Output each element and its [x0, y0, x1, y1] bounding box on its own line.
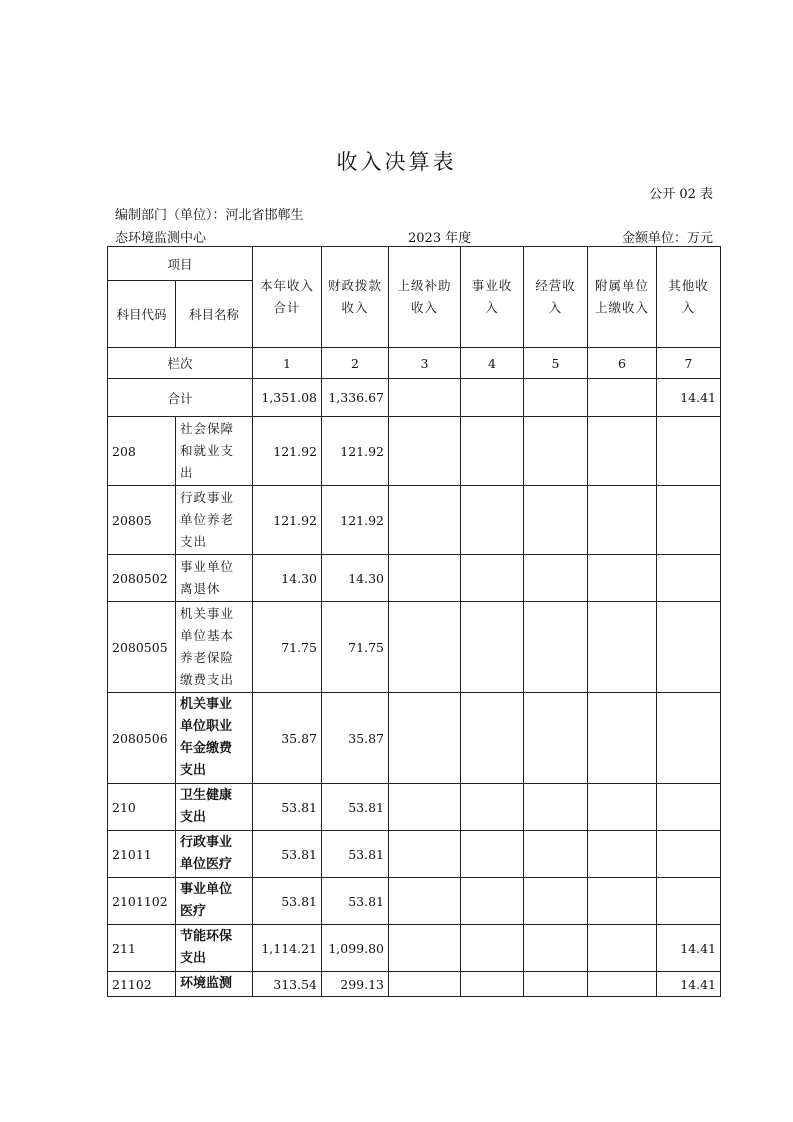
cell-c3	[389, 602, 461, 693]
cell-c1: 313.54	[253, 972, 322, 997]
subject-code: 208	[108, 417, 176, 486]
cell-c7	[657, 602, 721, 693]
cell-c2: 35.87	[322, 693, 389, 784]
subject-name	[176, 486, 253, 555]
total-c6	[588, 379, 657, 417]
cell-c1: 121.92	[253, 486, 322, 555]
table-row	[108, 972, 721, 997]
subject-name-line: 缴费支出	[180, 672, 235, 687]
subject-name-line: 机关事业	[180, 606, 235, 621]
fiscal-year: 2023 年度	[408, 231, 472, 246]
subject-name	[176, 784, 253, 831]
cell-c1: 71.75	[253, 602, 322, 693]
cell-c3	[389, 555, 461, 602]
table-row	[108, 417, 721, 486]
total-c4	[461, 379, 524, 417]
subject-code: 210	[108, 784, 176, 831]
subject-name-line: 行政事业	[180, 490, 235, 505]
lanci-num: 3	[389, 348, 461, 379]
cell-c6	[588, 878, 657, 925]
subject-name-line: 年金缴费	[180, 741, 233, 756]
lanci-num: 6	[588, 348, 657, 379]
total-c2: 1,336.67	[322, 379, 389, 417]
cell-c3	[389, 693, 461, 784]
cell-c2: 53.81	[322, 784, 389, 831]
table-row	[108, 784, 721, 831]
cell-c4	[461, 693, 524, 784]
subject-code: 2080505	[108, 602, 176, 693]
subject-name-line: 支出	[180, 534, 208, 549]
cell-c6	[588, 555, 657, 602]
cell-c2: 121.92	[322, 486, 389, 555]
subject-name-line: 机关事业	[180, 697, 233, 712]
subject-name-line: 单位医疗	[180, 857, 233, 872]
table-row	[108, 555, 721, 602]
header-row-1	[108, 247, 721, 281]
table-row	[108, 486, 721, 555]
cell-c4	[461, 555, 524, 602]
cell-c7	[657, 878, 721, 925]
total-row	[108, 379, 721, 417]
header-col-5: 经营收 入	[524, 247, 588, 348]
cell-c6	[588, 486, 657, 555]
cell-c7	[657, 417, 721, 486]
cell-c6	[588, 831, 657, 878]
cell-c2: 1,099.80	[322, 925, 389, 972]
total-label: 合计	[108, 379, 253, 417]
cell-c3	[389, 878, 461, 925]
subject-code: 2101102	[108, 878, 176, 925]
cell-c7: 14.41	[657, 972, 721, 997]
subject-name-line: 医疗	[180, 904, 207, 919]
lanci-num: 7	[657, 348, 721, 379]
cell-c3	[389, 831, 461, 878]
header-col-3: 上级补助 收入	[389, 247, 461, 348]
cell-c1: 1,114.21	[253, 925, 322, 972]
cell-c7	[657, 486, 721, 555]
page-title: 收入决算表	[336, 150, 457, 174]
subject-name-line: 离退休	[180, 581, 221, 596]
cell-c6	[588, 925, 657, 972]
cell-c6	[588, 693, 657, 784]
cell-c3	[389, 784, 461, 831]
table-row	[108, 878, 721, 925]
table-row	[108, 693, 721, 784]
cell-c2: 121.92	[322, 417, 389, 486]
cell-c5	[524, 555, 588, 602]
subject-code: 2080506	[108, 693, 176, 784]
subject-code: 211	[108, 925, 176, 972]
cell-c3	[389, 417, 461, 486]
subject-code: 21102	[108, 972, 176, 997]
cell-c3	[389, 972, 461, 997]
subject-name-line: 单位养老	[180, 512, 235, 527]
subject-name	[176, 417, 253, 486]
table-row	[108, 831, 721, 878]
cell-c6	[588, 602, 657, 693]
amount-unit: 金额单位：万元	[621, 231, 713, 246]
cell-c3	[389, 486, 461, 555]
cell-c4	[461, 878, 524, 925]
cell-c6	[588, 417, 657, 486]
subject-name-line: 出	[180, 465, 194, 480]
table-row	[108, 925, 721, 972]
subject-name	[176, 555, 253, 602]
cell-c5	[524, 602, 588, 693]
cell-c1: 53.81	[253, 878, 322, 925]
department-line-1: 编制部门（单位）：河北省邯郸生	[115, 208, 304, 223]
lanci-row	[108, 348, 721, 379]
cell-c4	[461, 486, 524, 555]
table-row	[108, 602, 721, 693]
total-c5	[524, 379, 588, 417]
subject-name	[176, 972, 253, 997]
lanci-num: 4	[461, 348, 524, 379]
cell-c7	[657, 693, 721, 784]
cell-c1: 53.81	[253, 831, 322, 878]
subject-name-line: 卫生健康	[180, 788, 233, 803]
header-col-1: 本年收入 合计	[253, 247, 322, 348]
cell-c2: 299.13	[322, 972, 389, 997]
subject-name-line: 养老保险	[180, 650, 235, 665]
cell-c1: 35.87	[253, 693, 322, 784]
subject-name-line: 节能环保	[180, 929, 233, 944]
subject-code: 2080502	[108, 555, 176, 602]
cell-c7	[657, 784, 721, 831]
cell-c5	[524, 972, 588, 997]
subject-name-line: 支出	[180, 810, 207, 825]
lanci-num: 1	[253, 348, 322, 379]
subject-name-line: 事业单位	[180, 882, 233, 897]
cell-c3	[389, 925, 461, 972]
cell-c2: 14.30	[322, 555, 389, 602]
cell-c2: 53.81	[322, 878, 389, 925]
income-table	[107, 246, 721, 997]
cell-c4	[461, 831, 524, 878]
header-col-4: 事业收 入	[461, 247, 524, 348]
total-c3	[389, 379, 461, 417]
subject-name	[176, 925, 253, 972]
cell-c5	[524, 925, 588, 972]
department-line-2: 态环境监测中心	[115, 231, 207, 246]
cell-c1: 121.92	[253, 417, 322, 486]
cell-c2: 53.81	[322, 831, 389, 878]
cell-c4	[461, 417, 524, 486]
cell-c1: 14.30	[253, 555, 322, 602]
cell-c5	[524, 878, 588, 925]
subject-name-line: 单位职业	[180, 719, 233, 734]
subject-code: 21011	[108, 831, 176, 878]
form-number: 公开 02 表	[649, 187, 713, 202]
cell-c4	[461, 925, 524, 972]
cell-c6	[588, 784, 657, 831]
cell-c1: 53.81	[253, 784, 322, 831]
cell-c5	[524, 831, 588, 878]
subject-name-line: 支出	[180, 951, 207, 966]
subject-name-line: 事业单位	[180, 559, 235, 574]
subject-name	[176, 878, 253, 925]
table-body	[108, 247, 721, 997]
header-item: 项目	[108, 247, 253, 281]
cell-c7: 14.41	[657, 925, 721, 972]
cell-c7	[657, 555, 721, 602]
cell-c5	[524, 693, 588, 784]
cell-c2: 71.75	[322, 602, 389, 693]
total-c7: 14.41	[657, 379, 721, 417]
total-c1: 1,351.08	[253, 379, 322, 417]
cell-c5	[524, 784, 588, 831]
subject-name-line: 行政事业	[180, 835, 233, 850]
lanci-num: 5	[524, 348, 588, 379]
subject-name	[176, 693, 253, 784]
subject-name-line: 环境监测	[180, 976, 233, 991]
cell-c4	[461, 972, 524, 997]
subject-code: 20805	[108, 486, 176, 555]
lanci-label: 栏次	[108, 348, 253, 379]
cell-c4	[461, 602, 524, 693]
subject-name-line: 支出	[180, 763, 207, 778]
cell-c4	[461, 784, 524, 831]
subject-name-line: 单位基本	[180, 628, 235, 643]
header-code: 科目代码	[108, 281, 176, 348]
subject-name	[176, 602, 253, 693]
lanci-num: 2	[322, 348, 389, 379]
header-col-6: 附属单位 上缴收入	[588, 247, 657, 348]
cell-c7	[657, 831, 721, 878]
header-col-2: 财政拨款 收入	[322, 247, 389, 348]
subject-name-line: 和就业支	[180, 443, 235, 458]
header-col-7: 其他收 入	[657, 247, 721, 348]
cell-c5	[524, 417, 588, 486]
subject-name-line: 社会保障	[180, 421, 235, 436]
cell-c6	[588, 972, 657, 997]
cell-c5	[524, 486, 588, 555]
header-name: 科目名称	[176, 281, 253, 348]
subject-name	[176, 831, 253, 878]
